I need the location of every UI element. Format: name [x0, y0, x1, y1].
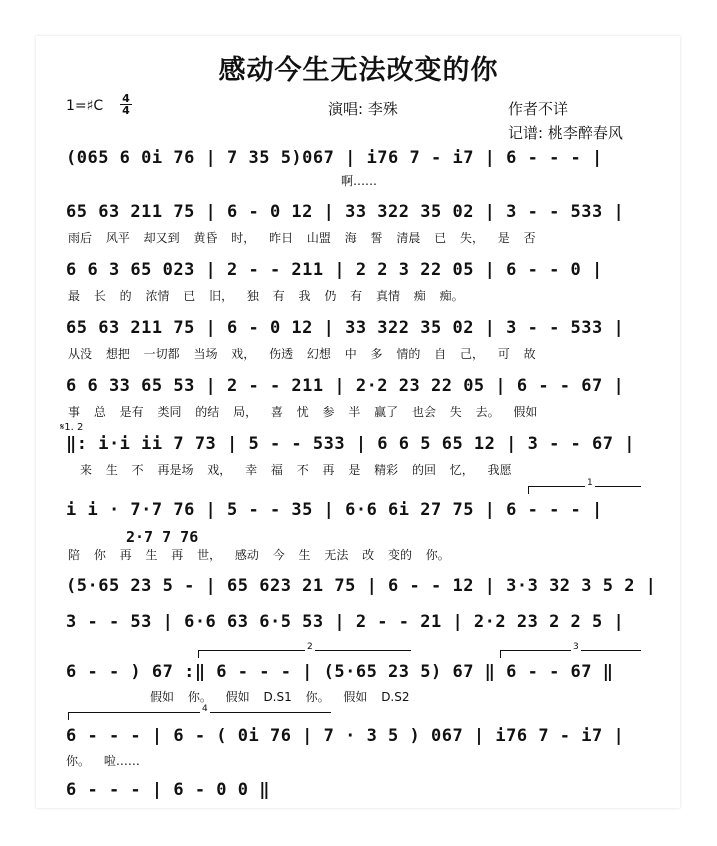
author-credit: 作者不详 [508, 100, 569, 118]
lyrics-line: 你。 啦…… [66, 754, 140, 768]
lyrics-line: 事 总 是有 类同 的结 局， 喜 忧 参 半 赢了 也会 失 去。 假如 [68, 405, 538, 419]
lyrics-line: 陪 你 再 生 再 世， 感动 今 生 无法 改 变的 你。 [68, 548, 450, 562]
lyrics-line: 雨后 风平 却又到 黄昏 时， 昨日 山盟 海 誓 清晨 已 失， 是 否 [68, 231, 536, 245]
notes-line: 6 - - - | 6 - 0 0 ‖ [66, 780, 270, 800]
notes-line: (065 6 0i 76 | 7 35 5)067 | i76 7 - i7 | 6 - - - | [66, 148, 603, 168]
volta-bracket-3: 3 [500, 650, 641, 658]
volta-bracket-2: 2 [198, 650, 411, 658]
notes-line: ‖: i·i ii 7 73 | 5 - - 533 | 6 6 5 65 12 | 3 - - 67 | [66, 434, 635, 454]
notes-line: (5·65 23 5 - | 65 623 21 75 | 6 - - 12 | 3·3 32 3 5 2 | [66, 576, 657, 596]
notes-line: 6 6 33 65 53 | 2 - - 211 | 2·2 23 22 05 | 6 - - 67 | [66, 376, 625, 396]
time-signature-bottom: 4 [120, 104, 132, 116]
singer-credit: 演唱: 李殊 [328, 100, 398, 118]
lyrics-line: 来 生 不 再是场 戏， 幸 福 不 再 是 精彩 的回 忆， 我愿 [80, 463, 512, 477]
segno-sign: 𝄋1. 2 [60, 422, 84, 433]
lyrics-line: 啊…… [341, 174, 378, 188]
key-signature: 1=♯C [66, 98, 104, 114]
time-signature [120, 93, 132, 116]
notes-line: 65 63 211 75 | 6 - 0 12 | 33 322 35 02 | 3 - - 533 | [66, 318, 625, 338]
lyrics-line: 假如 你。 假如 D.S1 你。 假如 D.S2 [150, 690, 410, 704]
volta-bracket-1: 1 [528, 486, 641, 494]
lyrics-line: 从没 想把 一切都 当场 戏， 伤透 幻想 中 多 情的 自 己， 可 故 [68, 347, 536, 361]
volta-bracket-4: 4 [68, 712, 331, 720]
alternate-notes: 2·7 7 76 [126, 528, 199, 546]
lyrics-line: 最 长 的 浓情 已 旧， 独 有 我 仍 有 真情 痴 痴。 [68, 289, 464, 303]
notes-line: 6 - - - | 6 - ( 0i 76 | 7 · 3 5 ) 067 | i76 7 - i7 | [66, 726, 625, 746]
notes-line: 6 - - ) 67 :‖ 6 - - - | (5·65 23 5) 67 ‖ 6 - - 67 ‖ [66, 662, 614, 682]
song-title: 感动今生无法改变的你 [218, 55, 499, 86]
notes-line: i i · 7·7 76 | 5 - - 35 | 6·6 6i 27 75 | 6 - - - | [66, 500, 603, 520]
notes-line: 65 63 211 75 | 6 - 0 12 | 33 322 35 02 | 3 - - 533 | [66, 202, 625, 222]
time-signature-top: 4 [122, 92, 130, 105]
notator-credit: 记谱: 桃李醉春风 [508, 124, 623, 142]
notes-line: 3 - - 53 | 6·6 63 6·5 53 | 2 - - 21 | 2·2 23 2 2 5 | [66, 612, 625, 632]
notes-line: 6 6 3 65 023 | 2 - - 211 | 2 2 3 22 05 | 6 - - 0 | [66, 260, 603, 280]
